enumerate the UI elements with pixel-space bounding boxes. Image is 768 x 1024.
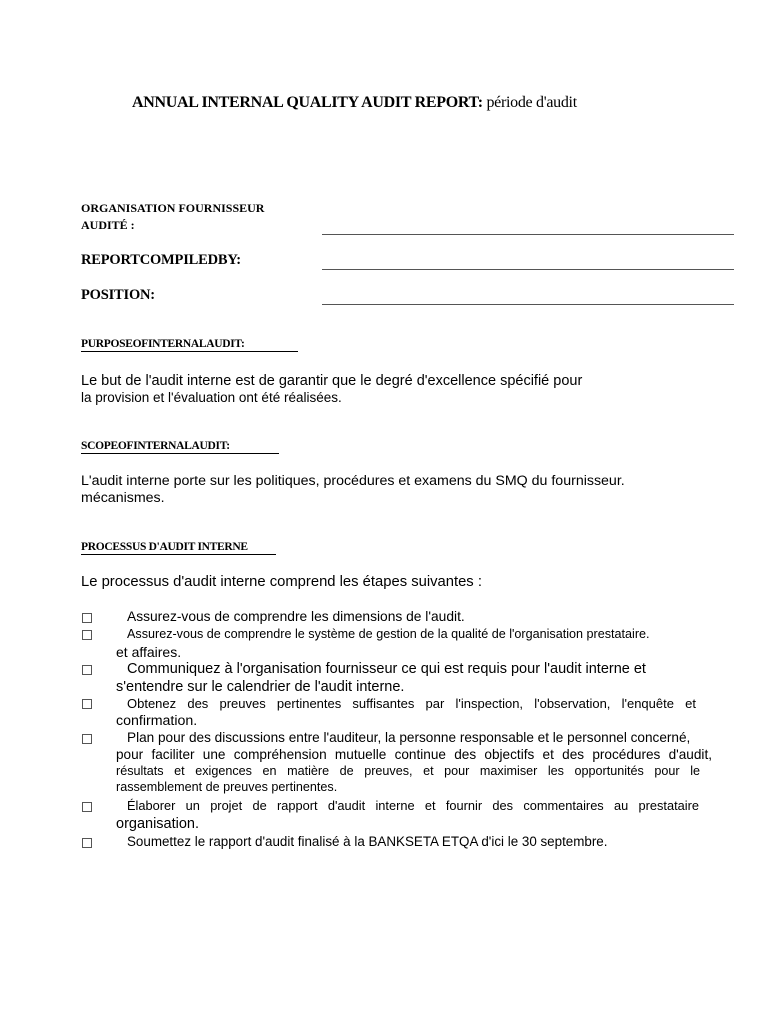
purpose-heading: PURPOSEOFINTERNALAUDIT: [81, 338, 298, 352]
checkbox-icon [82, 699, 92, 709]
process-heading: PROCESSUS D'AUDIT INTERNE [81, 541, 276, 555]
checkbox-icon [82, 665, 92, 675]
report-title-period: période d'audit [486, 94, 577, 111]
process-item-6-line1: Élaborer un projet de rapport d'audit interne et fournir des commentaires au prestataire [127, 798, 699, 813]
purpose-text-line2: la provision et l'évaluation ont été réalisées. [81, 390, 342, 405]
process-item-5-line3: résultats et exigences en matière de preuves, et pour maximiser les opportunités pour le [116, 764, 700, 778]
process-item-5-line1: Plan pour des discussions entre l'auditeur, la personne responsable et le personnel concerné, [127, 730, 691, 745]
scope-heading: SCOPEOFINTERNALAUDIT: [81, 440, 279, 454]
report-title-main: ANNUAL INTERNAL QUALITY AUDIT REPORT: [132, 94, 483, 111]
scope-text-line1: L'audit interne porte sur les politiques, procédures et examens du SMQ du fournisseur. [81, 473, 625, 489]
process-item-3-line1: Communiquez à l'organisation fournisseur ce qui est requis pour l'audit interne et [127, 661, 646, 677]
process-item-7-line1: Soumettez le rapport d'audit finalisé à la BANKSETA ETQA d'ici le 30 septembre. [127, 834, 608, 849]
checkbox-icon [82, 613, 92, 623]
process-item-4-line2: confirmation. [116, 713, 198, 729]
checkbox-icon [82, 630, 92, 640]
org-audited-label-line2: AUDITÉ : [81, 218, 135, 232]
report-compiled-by-field-line[interactable] [322, 269, 734, 270]
position-label: POSITION: [81, 287, 155, 303]
checkbox-icon [82, 734, 92, 744]
org-audited-label [81, 200, 264, 234]
purpose-text-line1: Le but de l'audit interne est de garantir que le degré d'excellence spécifié pour [81, 373, 583, 389]
process-item-2-line1: Assurez-vous de comprendre le système de gestion de la qualité de l'organisation prestataire. [127, 627, 650, 641]
process-item-5-line4: rassemblement de preuves pertinentes. [116, 780, 338, 794]
process-intro: Le processus d'audit interne comprend les étapes suivantes : [81, 574, 482, 590]
org-audited-label-line1: ORGANISATION FOURNISSEUR [81, 201, 265, 215]
process-item-1-line1: Assurez-vous de comprendre les dimensions de l'audit. [127, 609, 465, 624]
process-item-4-line1: Obtenez des preuves pertinentes suffisantes par l'inspection, l'observation, l'enquête et [127, 696, 696, 711]
process-item-3-line2: s'entendre sur le calendrier de l'audit interne. [116, 679, 405, 695]
report-compiled-by-label: REPORTCOMPILEDBY: [81, 252, 241, 268]
report-title [132, 94, 577, 112]
position-field-line[interactable] [322, 304, 734, 305]
org-audited-field-line[interactable] [322, 234, 734, 235]
process-item-5-line2: pour faciliter une compréhension mutuelle continue des objectifs et des procédures d'audit, [116, 747, 712, 762]
checkbox-icon [82, 838, 92, 848]
process-item-6-line2: organisation. [116, 816, 200, 832]
checkbox-icon [82, 802, 92, 812]
process-item-2-line2: et affaires. [116, 644, 182, 660]
scope-text-line2: mécanismes. [81, 490, 165, 506]
